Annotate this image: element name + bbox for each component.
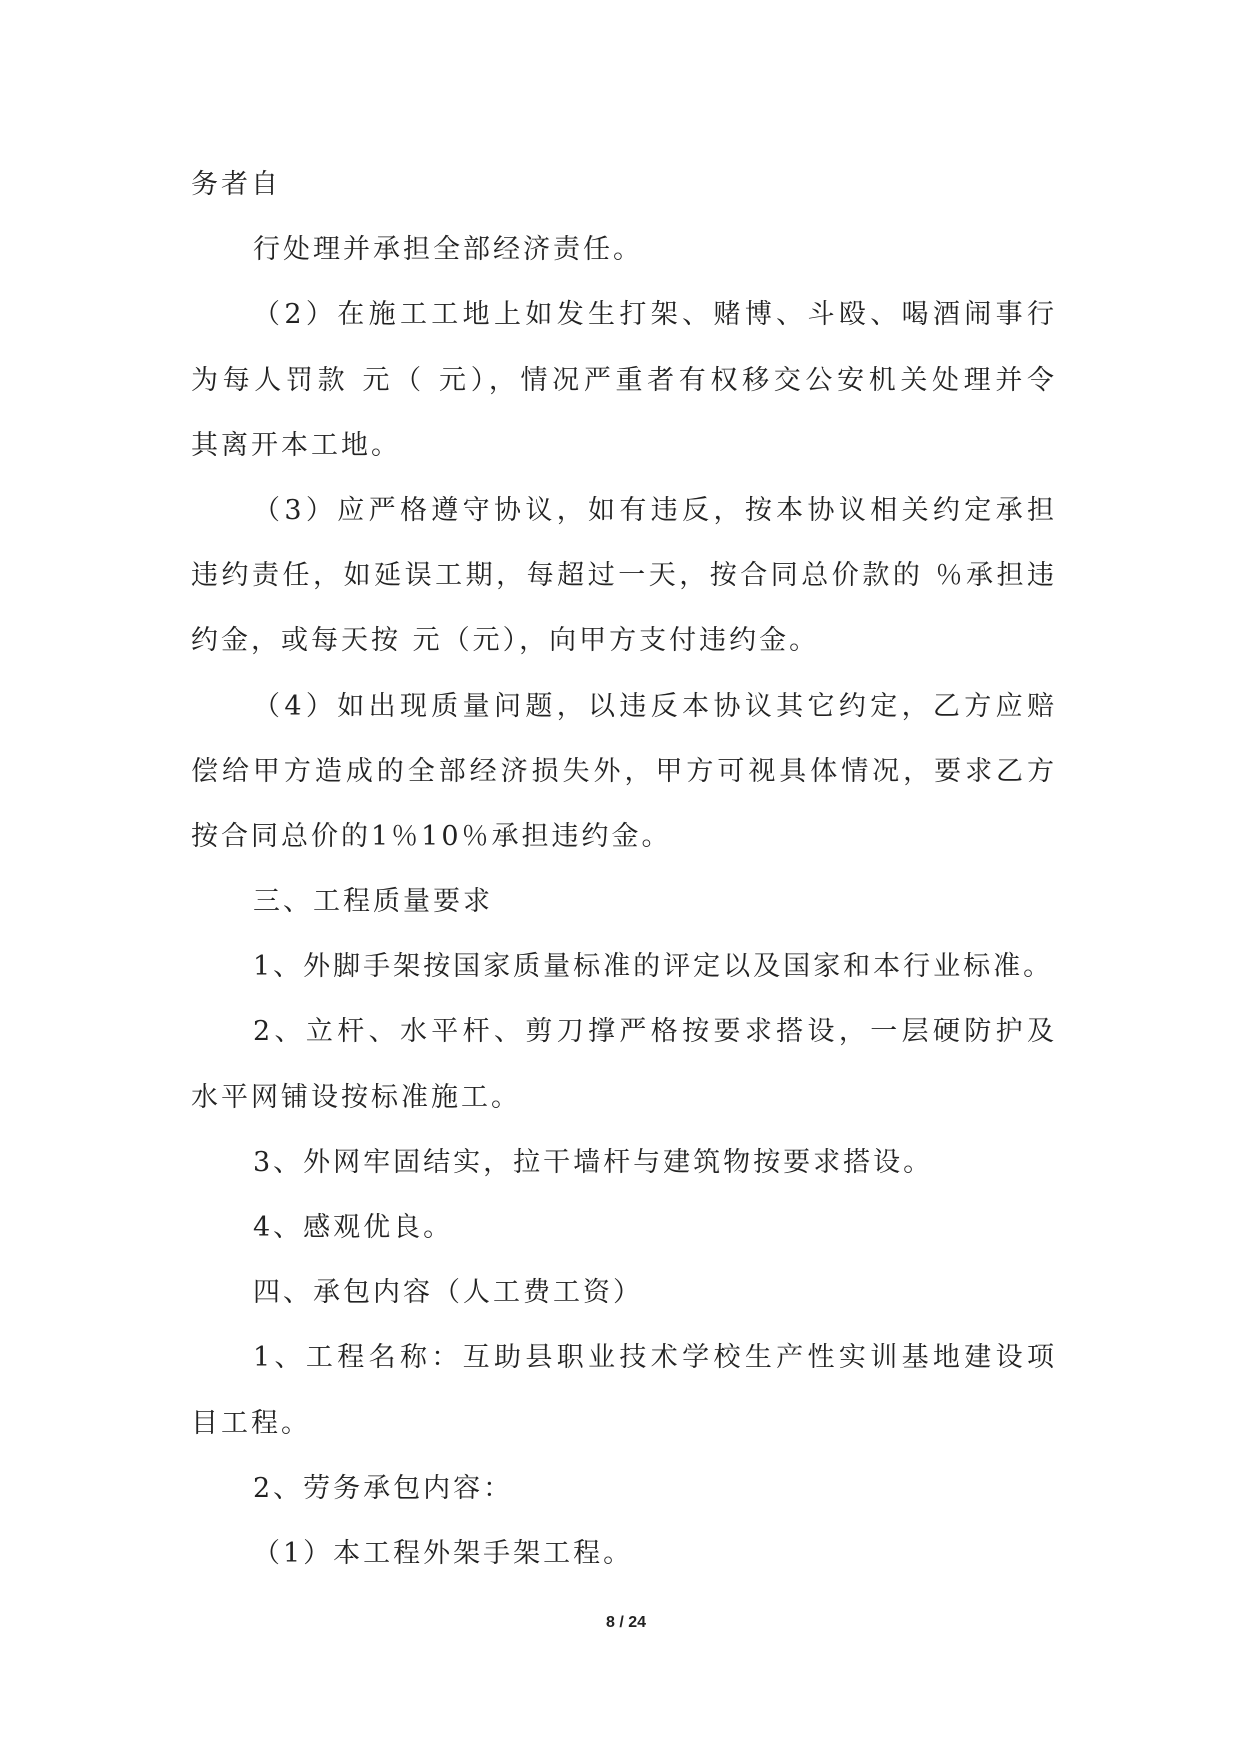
text-line: 按合同总价的1％10％承担违约金。 xyxy=(191,820,672,852)
list-item xyxy=(191,934,1057,999)
text-line: 违约责任，如延误工期，每超过一天，按合同总价款的 ％承担违 xyxy=(191,560,1057,592)
text-line: 行处理并承担全部经济责任。 xyxy=(253,234,643,266)
text-line: 1、外脚手架按国家质量标准的评定以及国家和本行业标准。 xyxy=(253,951,1054,983)
document-body xyxy=(191,152,1057,1586)
text-line: 3、外网牢固结实，拉干墙杆与建筑物按要求搭设。 xyxy=(253,1146,934,1178)
paragraph-clause-2 xyxy=(191,282,1057,478)
text-line: 偿给甲方造成的全部经济损失外，甲方可视具体情况，要求乙方 xyxy=(191,755,1057,787)
text-line: 目工程。 xyxy=(191,1407,311,1439)
paragraph-clause-4 xyxy=(191,674,1057,870)
list-item xyxy=(191,1521,1057,1586)
paragraph-clause-3 xyxy=(191,478,1057,674)
text-line: 2、劳务承包内容： xyxy=(253,1472,514,1504)
text-line: 水平网铺设按标准施工。 xyxy=(191,1081,521,1113)
text-line: （2）在施工工地上如发生打架、赌博、斗殴、喝酒闹事行 xyxy=(253,299,1057,331)
section-heading-contract-scope xyxy=(191,1260,1057,1325)
text-line: （4）如出现质量问题，以违反本协议其它约定，乙方应赔 xyxy=(253,690,1057,722)
text-line: 2、立杆、水平杆、剪刀撑严格按要求搭设，一层硬防护及 xyxy=(253,1016,1057,1048)
text-line: 为每人罚款 元（ 元），情况严重者有权移交公安机关处理并令 xyxy=(191,364,1057,396)
paragraph-continuation xyxy=(191,152,1057,217)
text-line: （1）本工程外架手架工程。 xyxy=(253,1537,634,1569)
text-line: （3）应严格遵守协议，如有违反，按本协议相关约定承担 xyxy=(253,494,1057,526)
list-item xyxy=(191,1325,1057,1455)
text-line: 4、感观优良。 xyxy=(253,1212,454,1243)
list-item xyxy=(191,1130,1057,1195)
text-line: 其离开本工地。 xyxy=(191,429,401,461)
text-line: 务者自 xyxy=(191,169,281,200)
paragraph xyxy=(191,217,1057,282)
section-heading: 四、承包内容（人工费工资） xyxy=(253,1277,643,1309)
list-item xyxy=(191,1195,1057,1260)
list-item xyxy=(191,1456,1057,1521)
section-heading: 三、工程质量要求 xyxy=(253,886,493,918)
text-line: 1、工程名称：互助县职业技术学校生产性实训基地建设项 xyxy=(253,1342,1057,1374)
section-heading-quality xyxy=(191,869,1057,934)
list-item xyxy=(191,999,1057,1129)
page-number: 8 / 24 xyxy=(605,1614,647,1631)
text-line: 约金，或每天按 元（元），向甲方支付违约金。 xyxy=(191,625,820,657)
